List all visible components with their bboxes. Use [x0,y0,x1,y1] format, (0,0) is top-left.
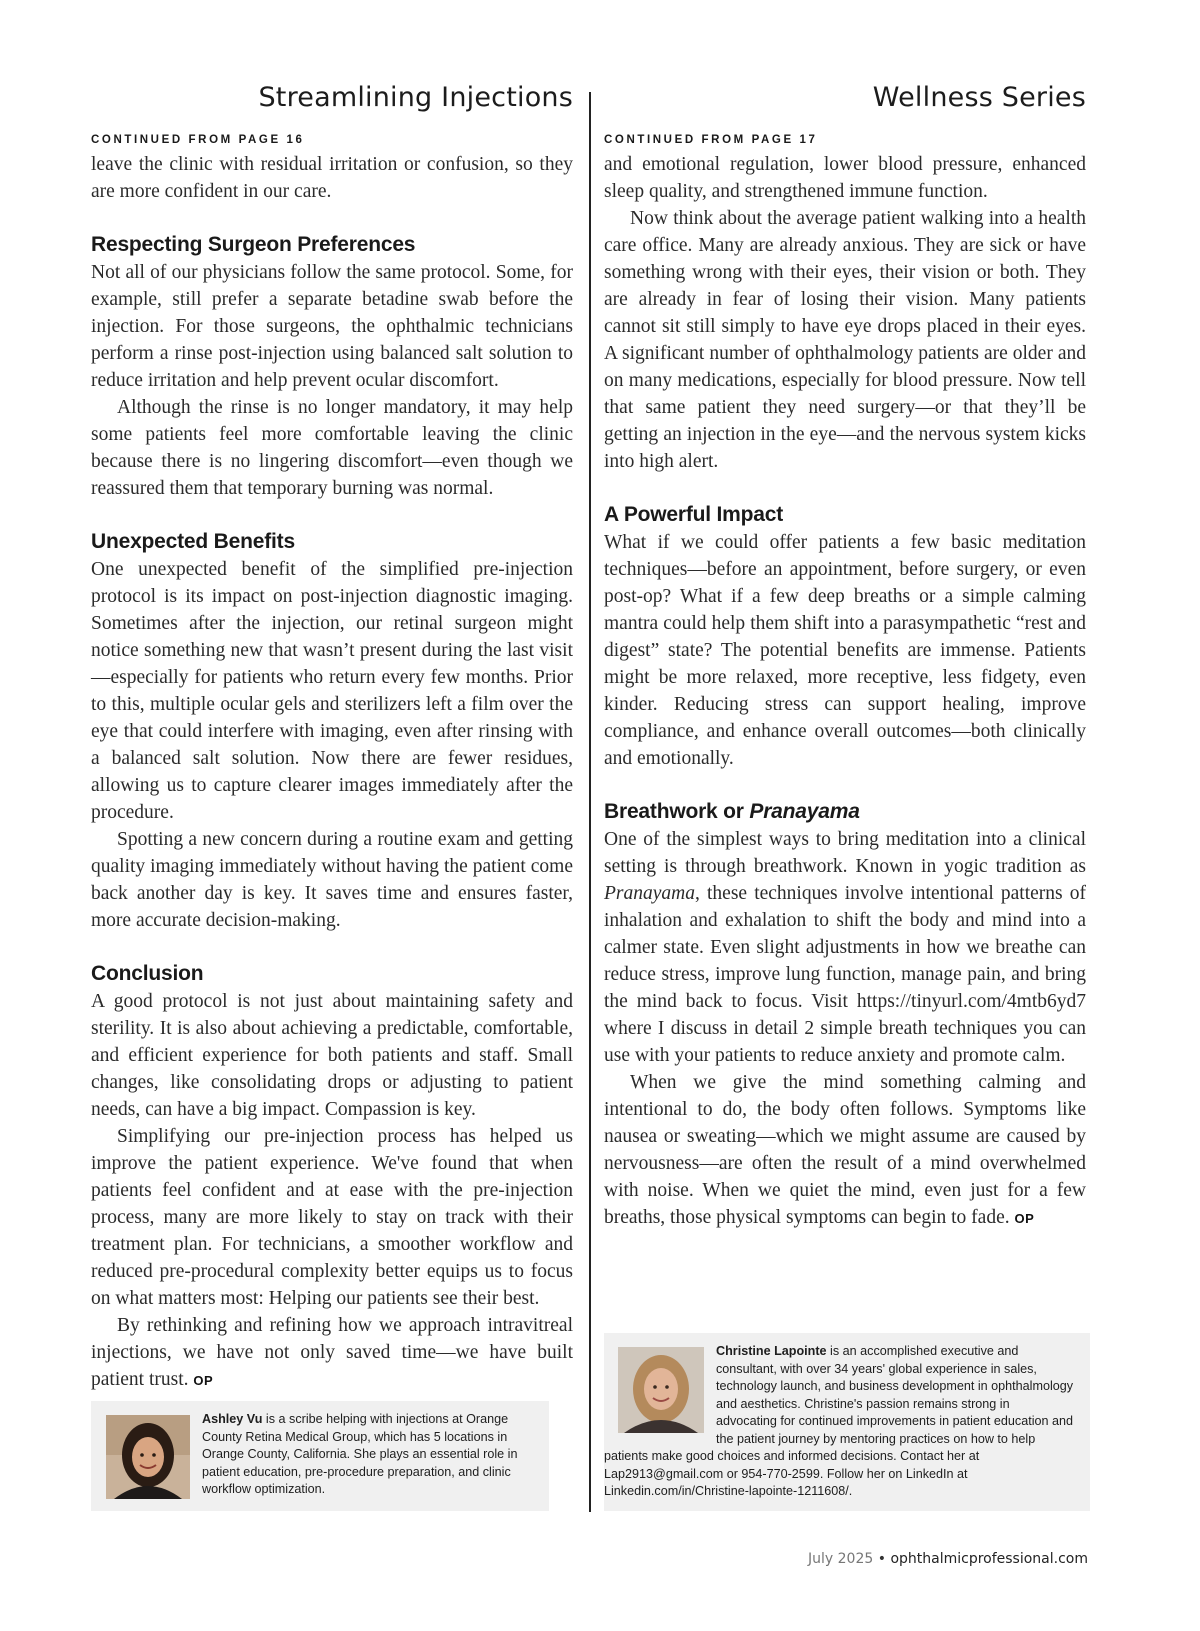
right-section-title: Wellness Series [872,82,1086,113]
paragraph: What if we could offer patients a few basic meditation techniques—before an appointment, before surgery, or even post-op? What if a few deep breaths or a simple calming mantra could help them shift into a parasympathetic “rest and digest” state? The potential benefits are immense. Patients might be more relaxed, more receptive, less fidgety, even kinder. Reducing stress can support healing, improve compliance, and enhance overall outcomes—both clinically and emotionally. [604,532,1086,769]
op-end-mark: OP [1014,1211,1035,1226]
left-continued-label: CONTINUED FROM PAGE 16 [91,134,305,146]
closing-paragraph [604,1069,1086,1232]
closing-paragraph [91,1312,573,1394]
pranayama-term: Pranayama [604,883,695,904]
heading-breathwork-italic: Pranayama [749,800,860,823]
paragraph [604,826,1086,1069]
author-photo [618,1347,704,1433]
author-bio-ashley-vu [91,1401,549,1511]
breath-text-b: , these techniques involve intentional patterns of inhalation and exhalation to shift the body and mind into a calmer state. Even slight adjustments in how we breathe can reduce stress, improve lung function, manage pain, and bring the mind back to focus. Visit https://tinyurl.com/4mtb6yd7 where I discuss in detail 2 simple breath techniques you can use with your patients to reduce anxiety and promote calm. [604,883,1086,1066]
paragraph: Now think about the average patient walking into a health care office. Many are already anxious. They are sick or have something wrong with their eyes, their vision or both. They are already in fear of losing their vision. Many patients cannot sit still simply to have eye drops placed in their eyes. A significant number of ophthalmology patients are older and on many medications, especially for blood pressure. Now tell that same patient they need surgery—or that they’ll be getting an injection in the eye—and the nervous system kicks into high alert. [604,208,1086,472]
right-continued-label: CONTINUED FROM PAGE 17 [604,134,818,146]
author-name: Christine Lapointe [716,1344,827,1358]
heading-breathwork-prefix: Breathwork or [604,800,750,823]
paragraph: Simplifying our pre-injection process has helped us improve the patient experience. We've found that when patients feel confident and at ease with the pre-injection process, many are more likely to stay on track with their treatment plan. For technicians, a smoother workflow and reduced pre-procedural complexity better equips us to focus on what matters most: Helping our patients see their best. [91,1126,573,1309]
paragraph: A good protocol is not just about maintaining safety and sterility. It is also about achieving a predictable, comfortable, and efficient experience for both patients and staff. Small changes, like consolidating drops or adjusting to patient needs, can have a big impact. Compassion is key. [91,991,573,1120]
author-bio-christine-lapointe [604,1333,1090,1511]
left-section-title: Streamlining Injections [258,82,573,113]
author-bio-text [202,1411,532,1499]
heading-breathwork [604,799,1086,825]
heading-unexpected-benefits: Unexpected Benefits [91,530,295,553]
author-name: Ashley Vu [202,1412,263,1426]
paragraph: One unexpected benefit of the simplified pre-injection protocol is its impact on post-injection diagnostic imaging. Sometimes after the injection, our retinal surgeon might notice something new that wasn’t present during the last visit—especially for patients who return every few months. Prior to this, multiple ocular gels and sterilizers left a film over the eye that could interfere with imaging, even after rinsing with a balanced salt solution. Now there are fewer residues, allowing us to capture clearer images immediately after the procedure. [91,559,573,823]
heading-a-powerful-impact: A Powerful Impact [604,503,784,526]
page-footer [808,1551,1088,1567]
author-photo-image [618,1347,704,1433]
footer-issue-date: July 2025 [808,1551,874,1567]
left-intro-paragraph: leave the clinic with residual irritation or confusion, so they are more confident in our care. [91,154,573,202]
closing-text: By rethinking and refining how we approach intravitreal injections, we have not only saved time—we have built patient trust. [91,1315,573,1390]
op-end-mark: OP [193,1373,214,1388]
footer-website: ophthalmicprofessional.com [890,1551,1088,1567]
right-column [604,80,1086,1232]
breath-text-a: One of the simplest ways to bring meditation into a clinical setting is through breathwork. Known in yogic tradition as [604,829,1086,877]
right-intro-paragraph: and emotional regulation, lower blood pressure, enhanced sleep quality, and strengthened immune function. [604,154,1086,202]
author-photo-image [106,1415,190,1499]
heading-respecting-surgeon-preferences: Respecting Surgeon Preferences [91,233,416,256]
paragraph: Not all of our physicians follow the same protocol. Some, for example, still prefer a separate betadine swab before the injection. For those surgeons, the ophthalmic technicians perform a rinse post-injection using balanced salt solution to reduce irritation and help prevent ocular discomfort. [91,262,573,391]
author-description: is an accomplished executive and consultant, with over 34 years' global experience in sales, technology launch, and business development in ophthalmology and aesthetics. Christine's passion remains strong in advocating for continued improvements in patient education and the patient journey by mentoring practices on how to help patients make good choices and informed decisions. Contact her at Lap2913@gmail.com or 954-770-2599. Follow her on LinkedIn at Linkedin.com/in/Christine-lapointe-1211608/. [604,1344,1074,1498]
left-column [91,80,573,1394]
author-photo [106,1415,190,1499]
heading-conclusion: Conclusion [91,962,204,985]
closing-text: When we give the mind something calming and intentional to do, the body often follows. Symptoms like nausea or sweating—which we might assume are caused by nervousness—are often the result of a mind overwhelmed with noise. When we quiet the mind, even just for a few breaths, those physical symptoms can begin to fade. [604,1072,1086,1228]
paragraph: Although the rinse is no longer mandatory, it may help some patients feel more comfortable leaving the clinic because there is no lingering discomfort—even though we reassured them that temporary burning was normal. [91,397,573,499]
author-description: is a scribe helping with injections at Orange County Retina Medical Group, which has 5 locations in Orange County, California. She plays an essential role in patient education, pre-procedure preparation, and clinic workflow optimization. [202,1412,518,1496]
footer-separator: • [877,1551,886,1567]
column-divider [589,92,591,1512]
paragraph: Spotting a new concern during a routine exam and getting quality imaging immediately without having the patient come back another day is key. It saves time and ensures faster, more accurate decision-making. [91,829,573,931]
